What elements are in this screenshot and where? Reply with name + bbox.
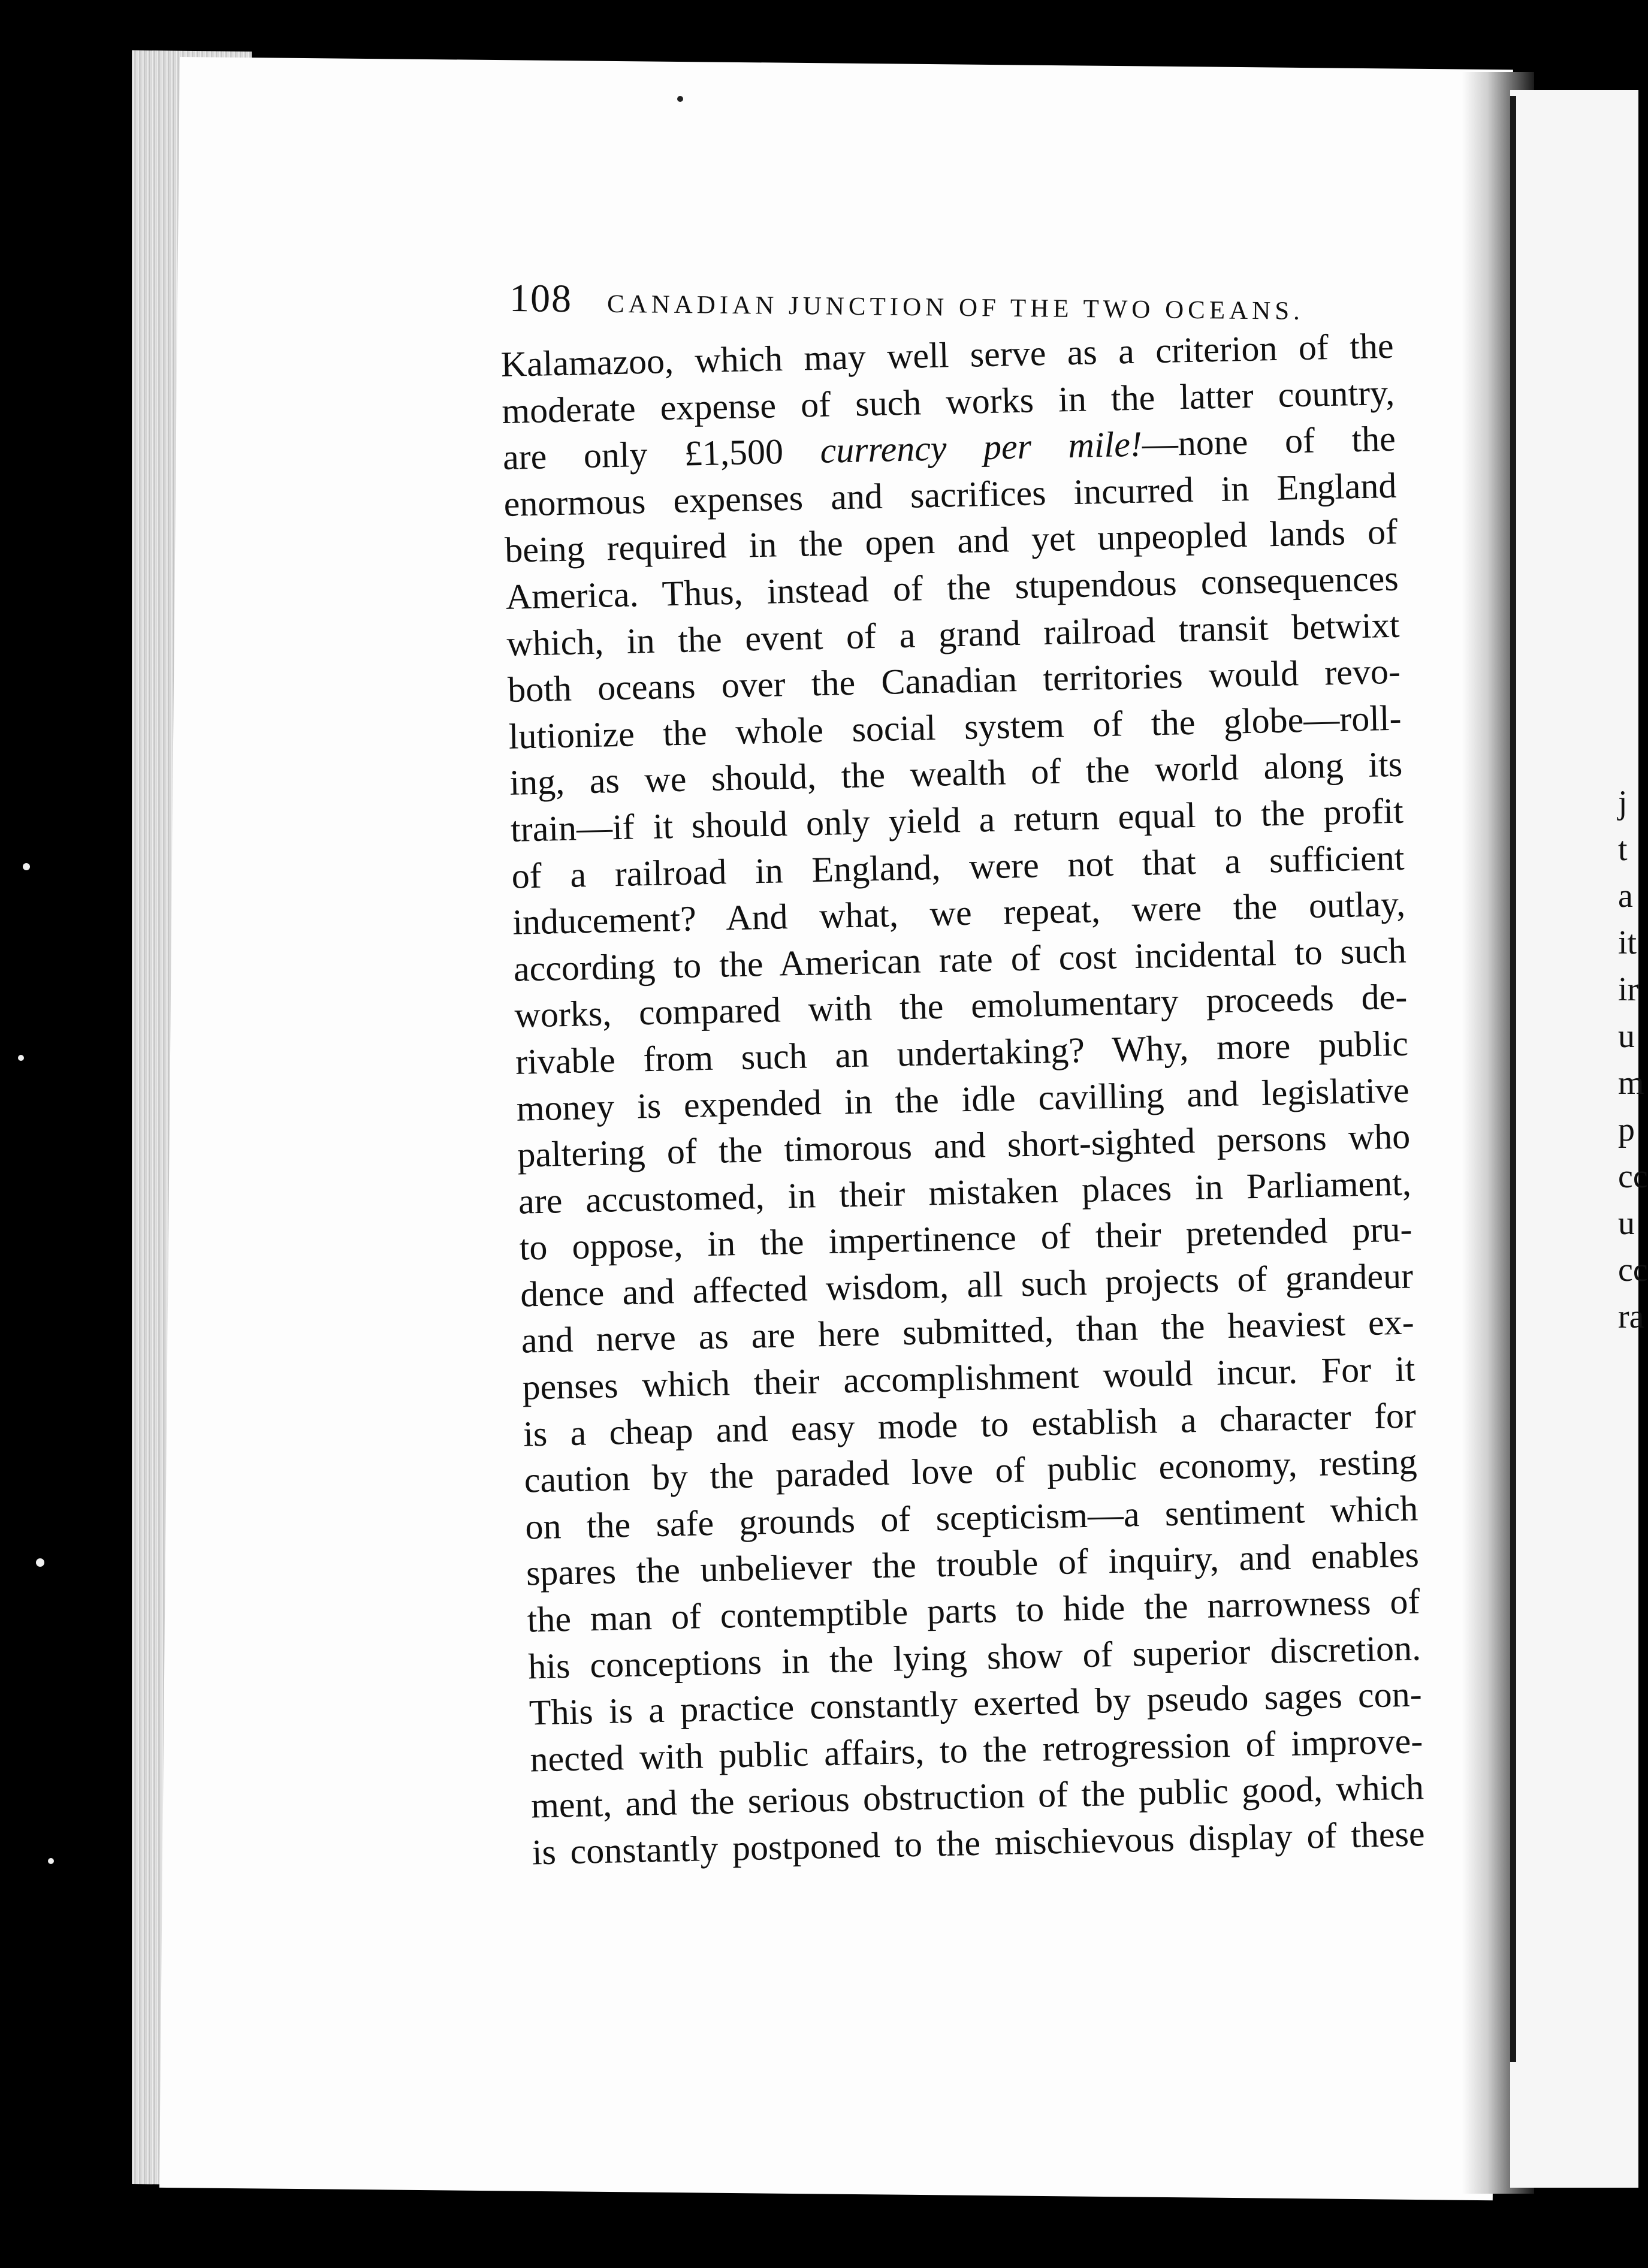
scan-speck bbox=[677, 96, 683, 102]
text-line: according to the American rate of cost incidental to such bbox=[513, 930, 1407, 989]
text-line: the man of contemptible parts to hide the narrowness of bbox=[526, 1581, 1421, 1640]
text-line: ment, and the serious obstruction of the public good, which bbox=[530, 1767, 1424, 1826]
text-line: of a railroad in England, were not that a sufficient bbox=[511, 837, 1405, 896]
text-line: both oceans over the Canadian territories would revo- bbox=[507, 651, 1401, 710]
facing-fragment: cc bbox=[1618, 1251, 1648, 1289]
text-line: caution by the paraded love of public economy, resting bbox=[524, 1441, 1418, 1500]
body-text bbox=[500, 323, 1425, 1876]
running-title: CANADIAN JUNCTION OF THE TWO OCEANS. bbox=[606, 289, 1305, 325]
facing-fragment: a bbox=[1618, 877, 1633, 915]
facing-fragment: u bbox=[1618, 1205, 1635, 1242]
text-segment: —none of the bbox=[1142, 418, 1396, 464]
text-line: are accustomed, in their mistaken places in Parliament, bbox=[518, 1163, 1412, 1222]
text-line: America. Thus, instead of the stupendous consequences bbox=[505, 558, 1399, 617]
text-line: and nerve as are here submitted, than the heaviest ex- bbox=[521, 1302, 1415, 1361]
text-line: lutionize the whole social system of the globe—roll- bbox=[508, 698, 1402, 756]
facing-fragment: it bbox=[1618, 924, 1637, 961]
facing-fragment: u bbox=[1618, 1018, 1635, 1055]
text-line: ing, as we should, the wealth of the world along its bbox=[509, 744, 1403, 803]
text-segment: are only £1,500 bbox=[502, 432, 784, 478]
page-number: 108 bbox=[509, 276, 573, 321]
facing-fragment: m bbox=[1618, 1064, 1644, 1102]
text-line: rivable from such an undertaking? Why, more public bbox=[515, 1023, 1409, 1082]
text-line: money is expended in the idle cavilling and legislative bbox=[516, 1070, 1410, 1129]
facing-fragment: cc bbox=[1618, 1158, 1648, 1195]
text-line: spares the unbeliever the trouble of inquiry, and enables bbox=[526, 1534, 1420, 1593]
facing-fragment: t bbox=[1618, 831, 1628, 868]
text-line: enormous expenses and sacrifices incurred in England bbox=[503, 465, 1398, 524]
text-line: is a cheap and easy mode to establish a character for bbox=[523, 1395, 1417, 1454]
text-line: his conceptions in the lying show of superior discretion. bbox=[527, 1627, 1421, 1687]
text-line: train—if it should only yield a return equal to the profit bbox=[510, 791, 1404, 849]
text-line: paltering of the timorous and short-sighted persons who bbox=[517, 1116, 1411, 1175]
scan-speck bbox=[18, 1055, 24, 1061]
text-line: which, in the event of a grand railroad transit betwixt bbox=[506, 605, 1400, 663]
facing-fragment: ir bbox=[1618, 971, 1639, 1008]
scan-speck bbox=[23, 863, 30, 870]
text-line: is constantly postponed to the mischievous display of these bbox=[532, 1814, 1426, 1872]
scan-speck bbox=[48, 1858, 54, 1864]
text-line: being required in the open and yet unpeopled lands of bbox=[504, 512, 1398, 571]
text-line: on the safe grounds of scepticism—a sentiment which bbox=[524, 1488, 1418, 1547]
text-line: penses which their accomplishment would incur. For it bbox=[521, 1349, 1415, 1407]
text-line: to oppose, in the impertinence of their pretended pru- bbox=[518, 1209, 1413, 1268]
text-line: works, compared with the emolumentary proceeds de- bbox=[514, 976, 1408, 1036]
italic-phrase: currency per mile! bbox=[819, 424, 1143, 471]
scan-speck bbox=[36, 1558, 44, 1567]
text-line: moderate expense of such works in the latter country, bbox=[501, 372, 1395, 431]
text-line: dence and affected wisdom, all such projects of grandeur bbox=[520, 1256, 1414, 1314]
facing-fragment: p bbox=[1618, 1111, 1635, 1148]
text-line: inducement? And what, we repeat, were the outlay, bbox=[512, 883, 1406, 942]
text-line: nected with public affairs, to the retrogression of improve- bbox=[529, 1721, 1423, 1780]
facing-fragment: ra bbox=[1618, 1298, 1644, 1335]
text-line: This is a practice constantly exerted by pseudo sages con- bbox=[529, 1674, 1423, 1733]
facing-fragment: j bbox=[1618, 784, 1628, 821]
text-line: Kalamazoo, which may well serve as a criterion of the bbox=[500, 325, 1395, 384]
